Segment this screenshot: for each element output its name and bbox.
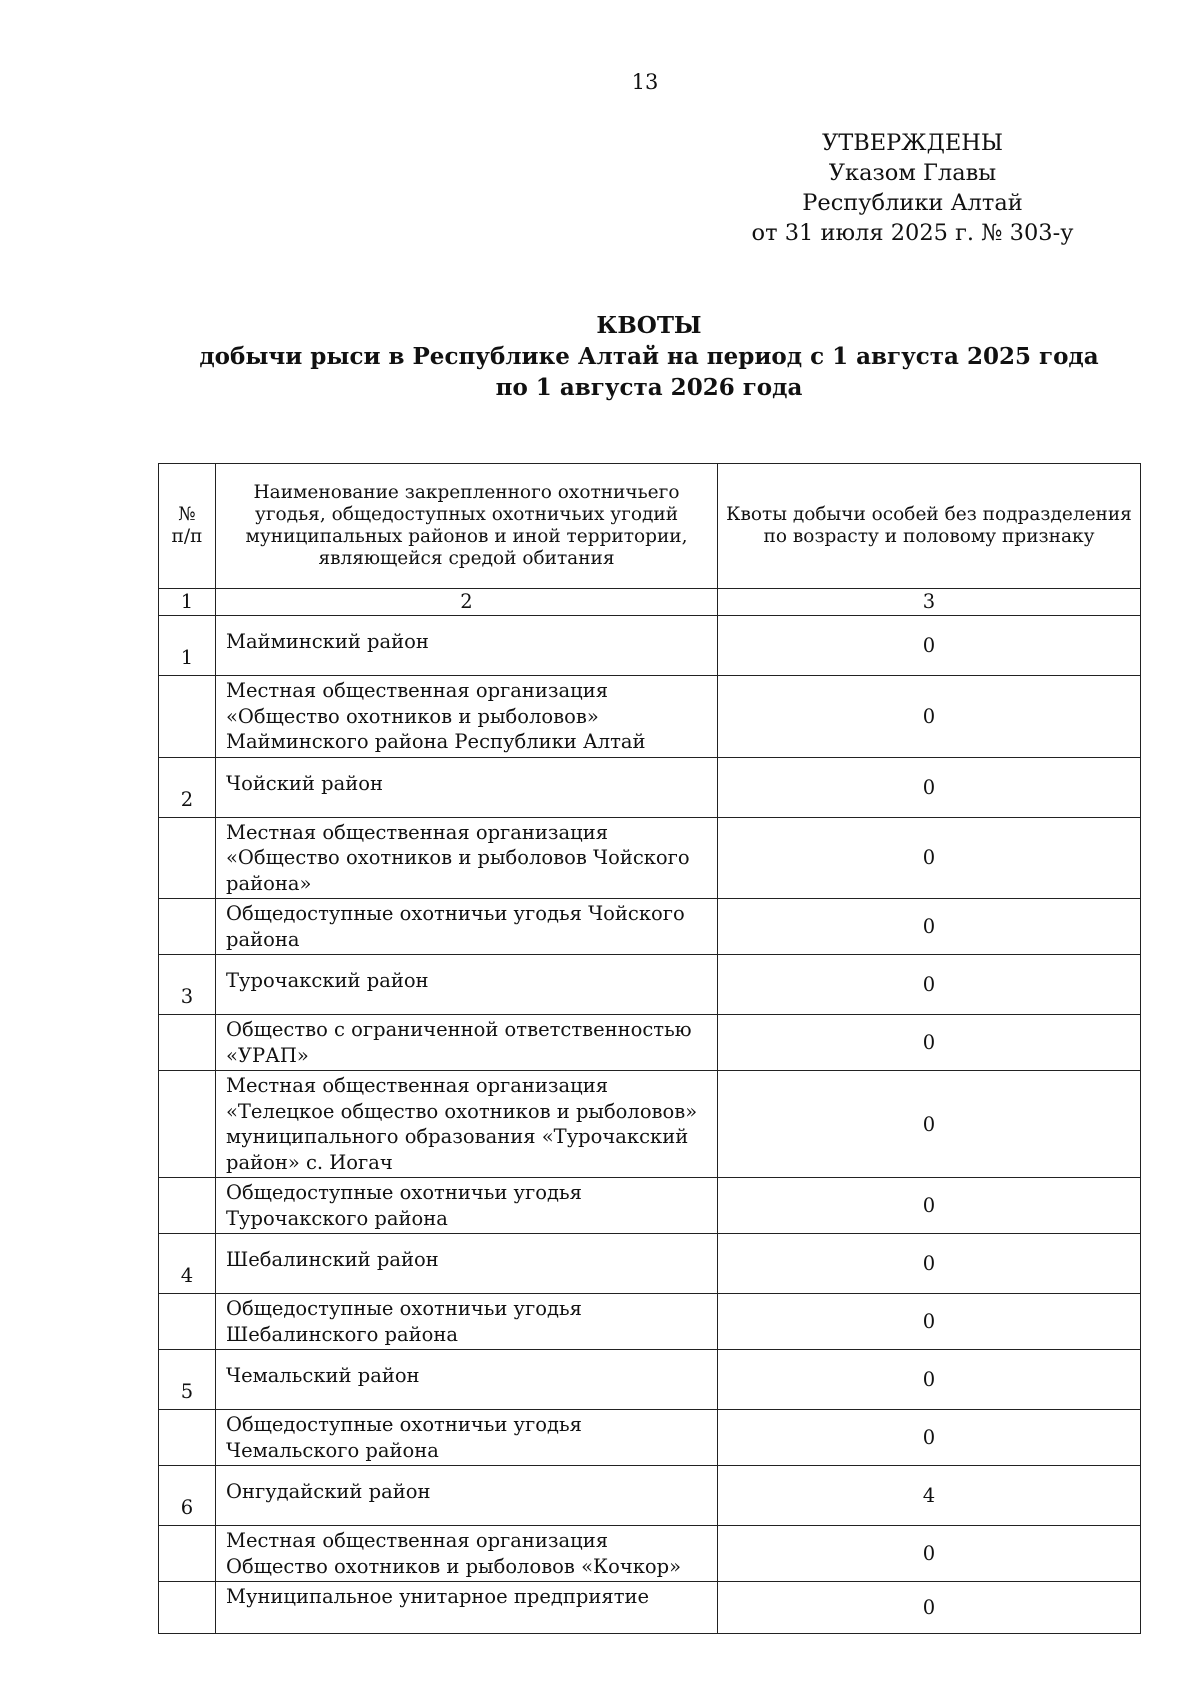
title-line-quotas: КВОТЫ: [596, 312, 702, 339]
org-row: [159, 1582, 1141, 1634]
column-number-1: 1: [159, 589, 216, 616]
district-quota: 4: [718, 1466, 1141, 1526]
org-name: Общество с ограниченной ответственностью «УРАП»: [216, 1015, 718, 1071]
page-number: 13: [631, 70, 659, 94]
header-number: № п/п: [159, 464, 216, 589]
org-quota: 0: [718, 676, 1141, 758]
org-row: [159, 1071, 1141, 1178]
org-row: [159, 1015, 1141, 1071]
org-quota: 0: [718, 1178, 1141, 1234]
district-name: Чойский район: [216, 757, 718, 817]
district-name: Шебалинский район: [216, 1234, 718, 1294]
org-name: Местная общественная организация «Телецкое общество охотников и рыболовов» муниципального образования «Турочакский район» с. Иогач: [216, 1071, 718, 1178]
org-row: [159, 899, 1141, 955]
district-row: [159, 616, 1141, 676]
district-name: Турочакский район: [216, 955, 718, 1015]
org-quota: 0: [718, 899, 1141, 955]
approval-line-approved: УТВЕРЖДЕНЫ: [821, 130, 1004, 156]
district-index: 3: [159, 955, 216, 1015]
approval-line-date: от 31 июля 2025 г. № 303-у: [751, 220, 1074, 246]
district-name: Чемальский район: [216, 1350, 718, 1410]
district-row: [159, 1466, 1141, 1526]
district-row: [159, 1350, 1141, 1410]
district-index: 1: [159, 616, 216, 676]
district-quota: 0: [718, 1350, 1141, 1410]
district-row: [159, 1234, 1141, 1294]
title-line-period: по 1 августа 2026 года: [495, 374, 803, 401]
district-index: 2: [159, 757, 216, 817]
org-name: Общедоступные охотничьи угодья Шебалинского района: [216, 1294, 718, 1350]
district-quota: 0: [718, 616, 1141, 676]
column-number-3: 3: [718, 589, 1141, 616]
org-quota: 0: [718, 1526, 1141, 1582]
org-name: Местная общественная организация «Общество охотников и рыболовов Чойского района»: [216, 817, 718, 899]
org-quota: 0: [718, 1294, 1141, 1350]
org-row: [159, 1294, 1141, 1350]
approval-line-republic: Республики Алтай: [802, 190, 1023, 216]
district-quota: 0: [718, 1234, 1141, 1294]
district-quota: 0: [718, 757, 1141, 817]
approval-stamp: [730, 128, 1095, 248]
org-row: [159, 1410, 1141, 1466]
district-index: 4: [159, 1234, 216, 1294]
title-line-subject: добычи рыси в Республике Алтай на период с 1 августа 2025 года: [199, 343, 1099, 370]
org-row: [159, 1178, 1141, 1234]
quota-table: [158, 463, 1141, 1634]
district-index: 5: [159, 1350, 216, 1410]
org-quota: 0: [718, 1015, 1141, 1071]
column-number-2: 2: [216, 589, 718, 616]
district-quota: 0: [718, 955, 1141, 1015]
district-index: 6: [159, 1466, 216, 1526]
district-name: Онгудайский район: [216, 1466, 718, 1526]
district-row: [159, 955, 1141, 1015]
org-row: [159, 817, 1141, 899]
org-name: Местная общественная организация «Общество охотников и рыболовов» Майминского района Республики Алтай: [216, 676, 718, 758]
header-hunting-ground: Наименование закрепленного охотничьего угодья, общедоступных охотничьих угодий муниципальных районов и иной территории, являющейся средой обитания: [216, 464, 718, 589]
org-quota: 0: [718, 817, 1141, 899]
header-quota-line2: по возрасту и половому признаку: [763, 526, 1095, 547]
org-name: Муниципальное унитарное предприятие: [216, 1582, 718, 1634]
header-quota: [718, 464, 1141, 589]
org-name: Общедоступные охотничьи угодья Чемальского района: [216, 1410, 718, 1466]
org-name: Общедоступные охотничьи угодья Турочакского района: [216, 1178, 718, 1234]
org-row: [159, 676, 1141, 758]
org-name: Общедоступные охотничьи угодья Чойского района: [216, 899, 718, 955]
district-name: Майминский район: [216, 616, 718, 676]
document-title: [158, 310, 1140, 403]
org-quota: 0: [718, 1410, 1141, 1466]
org-name: Местная общественная организация Общество охотников и рыболовов «Кочкор»: [216, 1526, 718, 1582]
org-quota: 0: [718, 1582, 1141, 1634]
header-quota-line1: Квоты добычи особей без подразделения: [726, 504, 1132, 525]
org-quota: 0: [718, 1071, 1141, 1178]
approval-line-decree: Указом Главы: [828, 160, 997, 186]
org-row: [159, 1526, 1141, 1582]
district-row: [159, 757, 1141, 817]
